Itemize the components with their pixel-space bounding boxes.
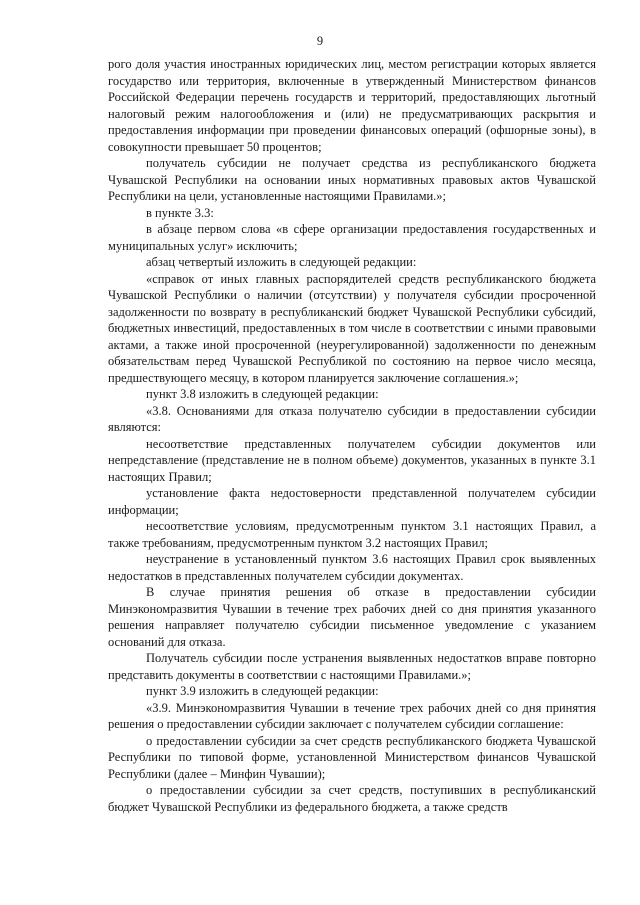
paragraph: получатель субсидии не получает средства из республиканского бюджета Чувашской Республики на основании иных нормативных правовых актов Чувашской Республики на цели, установленные настоящими Правилами.»; [108, 156, 596, 203]
paragraph: рого доля участия иностранных юридических лиц, местом регистрации которых является государство или территория, включенные в утвержденный Министерством финансов Российской Федерации перечень государств и территорий, предоставляющих льготный налоговый режим налогообложения и (или) не предусматривающих раскрытия и предоставления информации при проведении финансовых операций (офшорные зоны), в совокупности превышает 50 процентов; [108, 57, 596, 154]
paragraph: пункт 3.8 изложить в следующей редакции: [146, 387, 379, 401]
paragraph: несоответствие условиям, предусмотренным пунктом 3.1 настоящих Правил, а также требованиям, предусмотренным пунктом 3.2 настоящих Правил; [108, 519, 596, 550]
paragraph: о предоставлении субсидии за счет средств республиканского бюджета Чувашской Республики по типовой форме, установленной Министерством финансов Чувашской Республики (далее – Минфин Чувашии); [108, 733, 596, 781]
document-body [108, 56, 596, 815]
paragraph: неустранение в установленный пунктом 3.6 настоящих Правил срок выявленных недостатков в представленных получателем субсидии документах. [108, 552, 596, 583]
paragraph: В случае принятия решения об отказе в предоставлении субсидии Минэкономразвития Чувашии в течение трех рабочих дней со дня принятия указанного решения направляет получателю субсидии письменное уведомление с указанием оснований для отказа. [108, 585, 596, 649]
paragraph: установление факта недостоверности представленной получателем субсидии информации; [108, 486, 596, 517]
paragraph: в абзаце первом слова «в сфере организации предоставления государственных и муниципальных услуг» исключить; [108, 222, 596, 253]
paragraph: пункт 3.9 изложить в следующей редакции: [146, 684, 379, 698]
paragraph: абзац четвертый изложить в следующей редакции: [146, 255, 417, 269]
paragraph: Получатель субсидии после устранения выявленных недостатков вправе повторно представить документы в соответствии с настоящими Правилами.»; [108, 651, 596, 682]
paragraph: «3.9. Минэкономразвития Чувашии в течение трех рабочих дней со дня принятия решения о предоставлении субсидии заключает с получателем субсидии соглашение: [108, 700, 596, 731]
paragraph: несоответствие представленных получателем субсидии документов или непредставление (представление не в полном объеме) документов, указанных в пункте 3.1 настоящих Правил; [108, 436, 596, 484]
paragraph: «справок от иных главных распорядителей средств республиканского бюджета Чувашской Республики о наличии (отсутствии) у получателя субсидии просроченной задолженности по возврату в республиканский бюджет Чувашской Республики субсидий, бюджетных инвестиций, предоставленных в том числе в соответствии с иными правовыми актами, а также иной просроченной (неурегулированной) задолженности по денежным обязательствам перед Чувашской Республикой по состоянию на первое число месяца, предшествующего месяцу, в котором планируется заключение соглашения.»; [108, 271, 596, 385]
paragraph: «3.8. Основаниями для отказа получателю субсидии в предоставлении субсидии являются: [108, 403, 596, 434]
page-number: 9 [316, 34, 324, 48]
paragraph: о предоставлении субсидии за счет средств, поступивших в республиканский бюджет Чувашской Республики из федерального бюджета, а также средств [108, 783, 596, 814]
paragraph: в пункте 3.3: [146, 205, 214, 220]
